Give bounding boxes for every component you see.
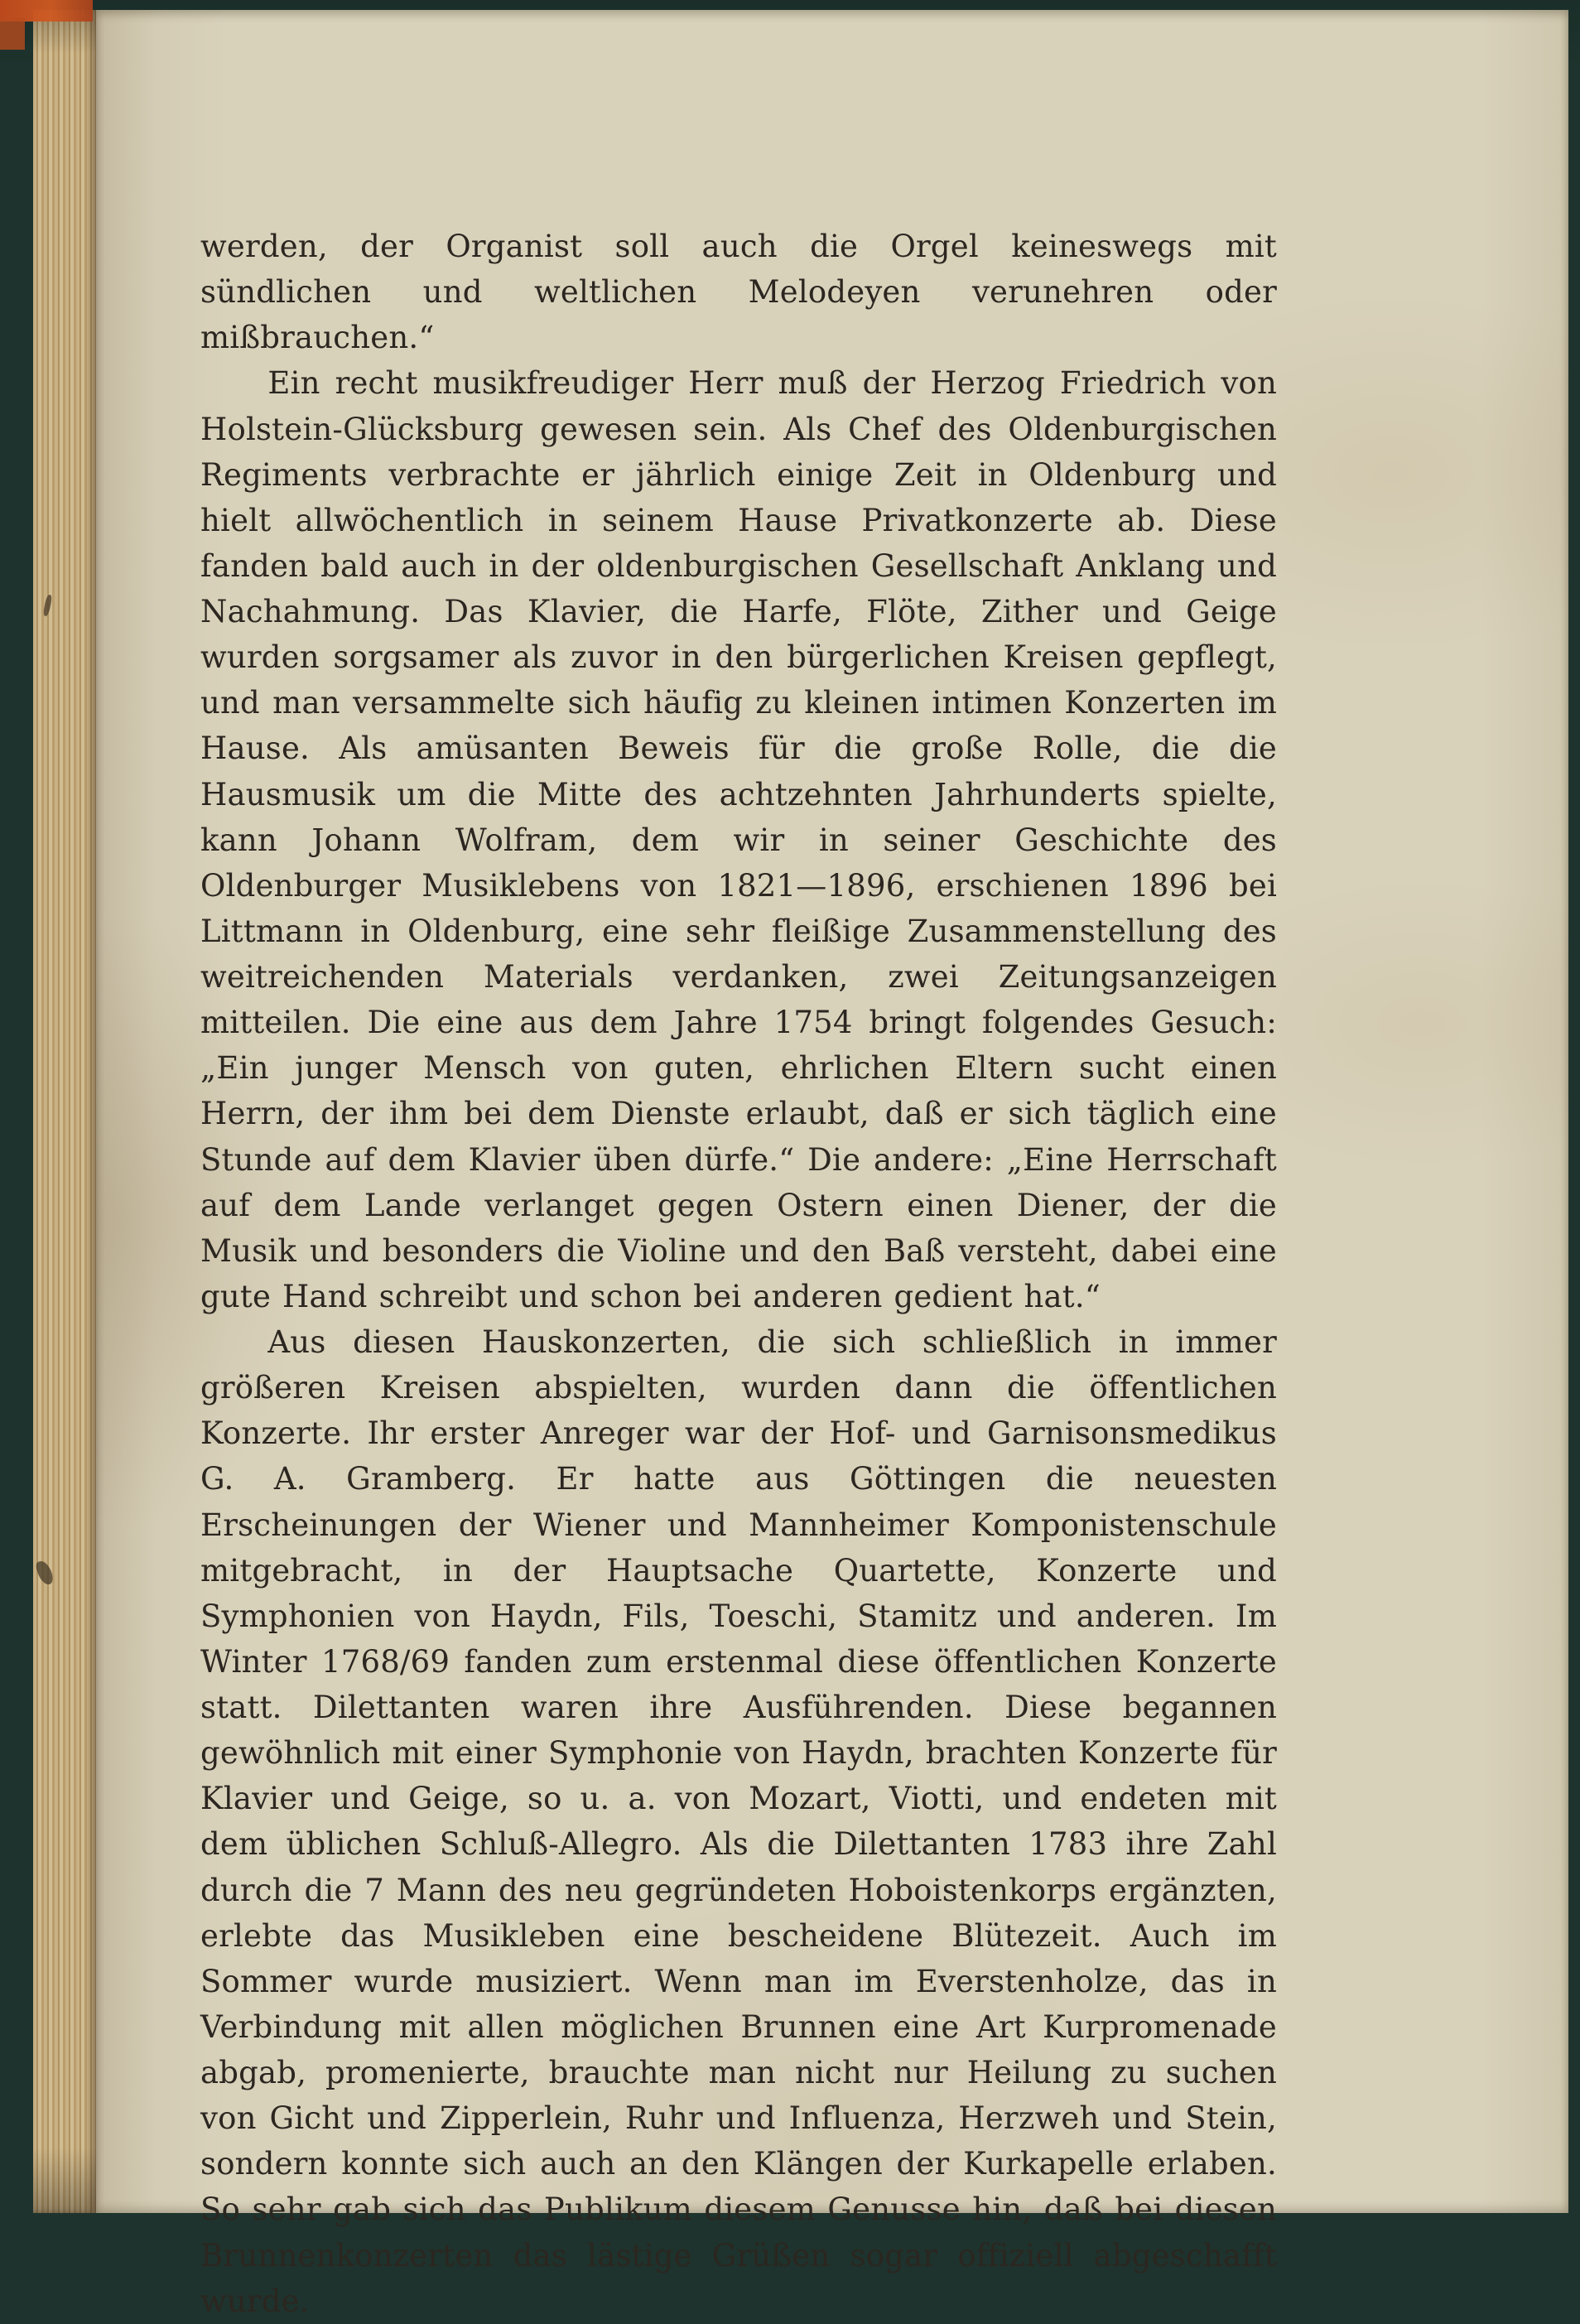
paragraph: Ein recht musikfreudiger Herr muß der Herzog Friedrich von Holstein-Glücksburg gewesen sein. Als Chef des Oldenburgischen Regiments verbrachte er jährlich einige Zeit in Oldenburg und hielt allwöchentlich in seinem Hause Privatkonzerte ab. Diese fanden bald auch in der oldenburgischen Gesellschaft Anklang und Nachahmung. Das Klavier, die Harfe, Flöte, Zither und Geige wurden sorgsamer als zuvor in den bürgerlichen Kreisen gepflegt, und man versammelte sich häufig zu kleinen intimen Konzerten im Hause. Als amüsanten Beweis für die große Rolle, die die Hausmusik um die Mitte des achtzehnten Jahrhunderts spielte, kann Johann Wolfram, dem wir in seiner Geschichte des Oldenburger Musiklebens von 1821—1896, erschienen 1896 bei Littmann in Oldenburg, eine sehr fleißige Zusammenstellung des weitreichenden Materials verdanken, zwei Zeitungsanzeigen mitteilen. Die eine aus dem Jahre 1754 bringt folgendes Gesuch: „Ein junger Mensch von guten, ehrlichen Eltern sucht einen Herrn, der ihm bei dem Dienste erlaubt, daß er sich täglich eine Stunde auf dem Klavier üben dürfe.“ Die andere: „Eine Herrschaft auf dem Lande verlanget gegen Ostern einen Diener, der die Musik und besonders die Violine und den Baß versteht, dabei eine gute Hand schreibt und schon bei anderen gedient hat.“ (200, 365, 1277, 1314)
book-spine-page-edges (33, 10, 96, 2213)
ink-speck (42, 595, 52, 617)
paragraph: Aus diesen Hauskonzerten, die sich schließlich in immer größeren Kreisen abspielten, wurden dann die öffentlichen Konzerte. Ihr erster Anreger war der Hof- und Garnisonsmedikus G. A. Gramberg. Er hatte aus Göttingen die neuesten Erscheinungen der Wiener und Mannheimer Komponistenschule mitgebracht, in der Hauptsache Quartette, Konzerte und Symphonien von Haydn, Fils, Toeschi, Stamitz und anderen. Im Winter 1768/69 fanden zum erstenmal diese öffentlichen Konzerte statt. Dilettanten waren ihre Ausführenden. Diese begannen gewöhnlich mit einer Symphonie von Haydn, brachten Konzerte für Klavier und Geige, so u. a. von Mozart, Viotti, und endeten mit dem üblichen Schluß-Allegro. Als die Dilettanten 1783 ihre Zahl durch die 7 Mann des neu gegründeten Hoboistenkorps ergänzten, erlebte das Musikleben eine bescheidene Blütezeit. Auch im Sommer wurde musiziert. Wenn man im Everstenholze, das in Verbindung mit allen möglichen Brunnen eine Art Kurpromenade abgab, promenierte, brauchte man nicht nur Heilung zu suchen von Gicht und Zipperlein, Ruhr und Influenza, Herzweh und Stein, sondern konnte sich auch an den Klängen der Kurkapelle erlaben. So sehr gab sich das Publikum diesem Genusse hin, daß bei diesen Brunnenkonzerten das lästige Grüßen sogar offiziell abgeschafft wurde. (200, 1324, 1277, 2319)
page-text (200, 224, 1277, 2324)
red-edge-mark-small (0, 18, 25, 50)
ink-speck (35, 1559, 55, 1586)
paragraph-continuation: werden, der Organist soll auch die Orgel keineswegs mit sündlichen und weltlichen Melodeyen verunehren oder mißbrauchen.“ (200, 229, 1277, 356)
book-page (96, 10, 1568, 2319)
